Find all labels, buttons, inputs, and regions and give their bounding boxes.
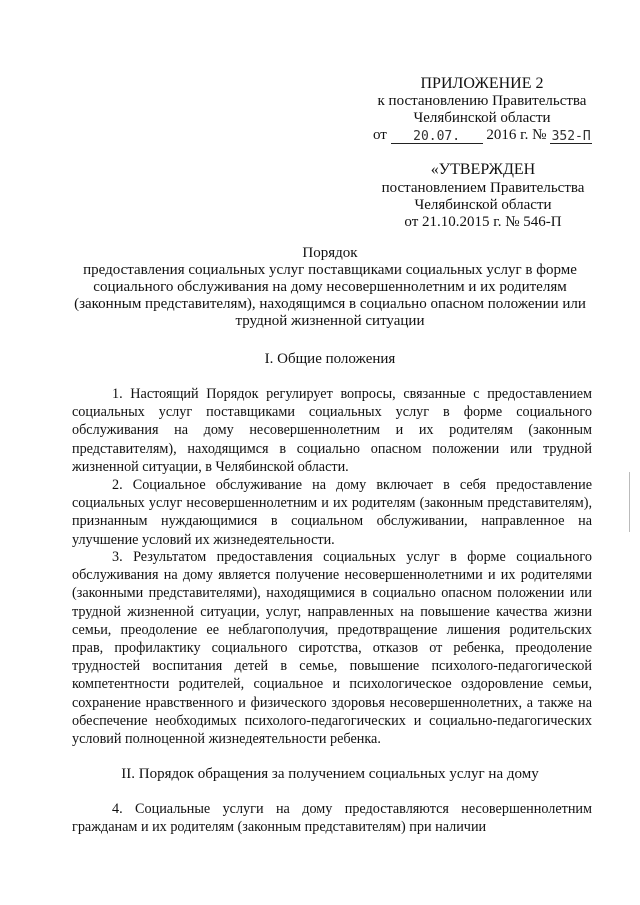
approved-title: «УТВЕРЖДЕН — [430, 161, 536, 178]
scan-edge-mark — [629, 472, 636, 532]
paragraph-1: 1. Настоящий Порядок регулирует вопросы, связанные с предоставлением социальных услуг поставщиками социальных услуг в форме социального обслуживания на дому несовершеннолетним и их родителям (законным представителям), находящимся в социально опасном положении или трудной жизненной ситуации, в Челябинской области. — [72, 386, 592, 475]
from-prefix: от — [373, 127, 387, 143]
year-text: 2016 г. № — [486, 127, 547, 143]
paragraph-4: 4. Социальные услуги на дому предоставляются несовершеннолетним гражданам и их родителям (законным представителям) при наличии — [72, 801, 592, 836]
paragraph-2: 2. Социальное обслуживание на дому включает в себя предоставление социальных услуг несовершеннолетним и их родителям (законным представителям), признанным нуждающимися в социальном обслуживании, направленное на улучшение условий их жизнедеятельности. — [72, 477, 592, 548]
title-line: трудной жизненной ситуации — [235, 313, 425, 329]
approved-line: Челябинской области — [414, 197, 552, 213]
date-value: 20.07. — [413, 129, 461, 144]
title-line: предоставления социальных услуг поставщиками социальных услуг в форме — [83, 262, 577, 278]
appendix-line: к постановлению Правительства — [377, 93, 587, 109]
title-line: социального обслуживания на дому несовершеннолетним и их родителям — [93, 279, 567, 295]
decree-date-row — [373, 127, 592, 144]
approved-line: постановлением Правительства — [381, 180, 585, 196]
appendix-line: Челябинской области — [413, 110, 551, 126]
document-title — [60, 245, 600, 330]
title-line: Порядок — [302, 245, 358, 261]
number-field — [550, 128, 592, 144]
paragraph-3: 3. Результатом предоставления социальных услуг в форме социального обслуживания на дому является получение несовершеннолетними и их родителями (законными представителями), находящимися в социально опасном положении или трудной жизненной ситуации, услуг, направленных на повышение качества жизни семьи, преодоление ее неблагополучия, предотвращение лишения родительских прав, профилактику социального сиротства, отказов от ребенка, преодоление трудностей воспитания детей в семье, повышение психолого-педагогической компетентности родителей, социальное и психологическое оздоровление семьи, сохранение нравственного и физического здоровья несовершеннолетних, а также на обеспечение необходимых психолого-педагогических и социально-педагогических условий полноценной жизнедеятельности ребенка. — [72, 549, 592, 748]
approved-line: от 21.10.2015 г. № 546-П — [404, 214, 562, 230]
appendix-title: ПРИЛОЖЕНИЕ 2 — [420, 75, 544, 92]
number-value: 352-П — [551, 129, 591, 144]
section-heading-2: II. Порядок обращения за получением социальных услуг на дому — [121, 766, 539, 782]
approved-block — [370, 160, 596, 231]
date-field — [391, 128, 483, 144]
section-heading-1: I. Общие положения — [264, 351, 396, 367]
title-line: (законным представителям), находящимся в социально опасном положении или — [74, 296, 586, 312]
appendix-block — [372, 74, 592, 127]
